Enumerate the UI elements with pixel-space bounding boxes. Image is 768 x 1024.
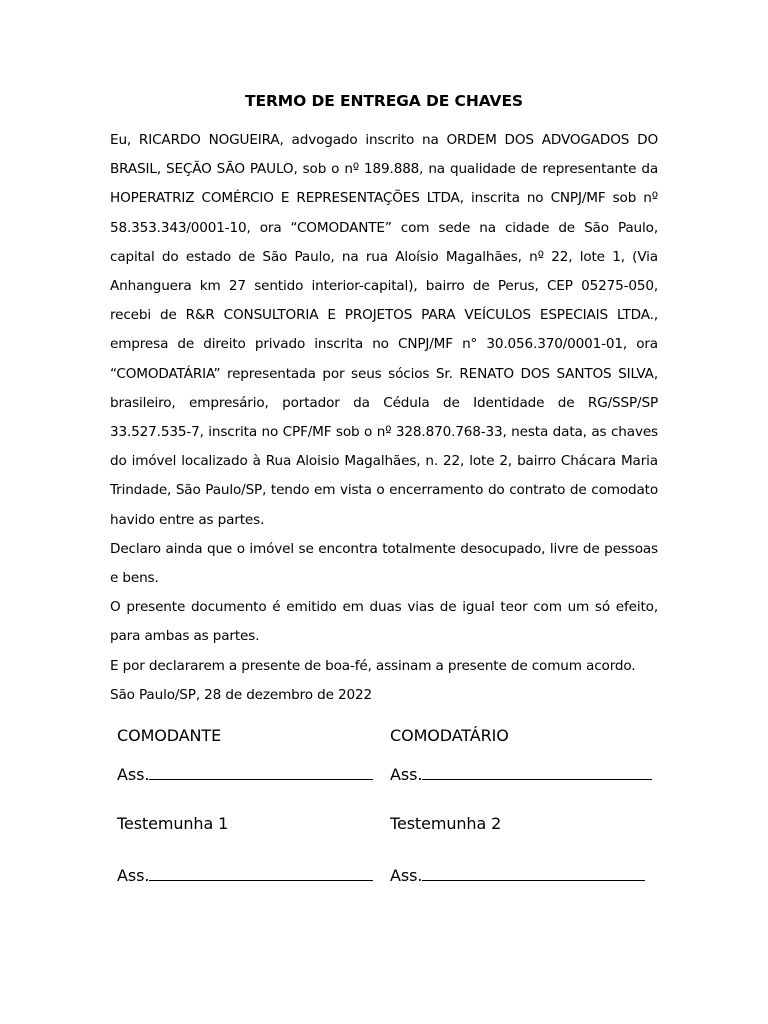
document-title: TERMO DE ENTREGA DE CHAVES [244,92,523,110]
paragraph-copies: O presente documento é emitido em duas vias de igual teor com um só efeito, para ambas as partes. [110,599,658,645]
signature-blank [149,865,373,881]
paragraph-main: Eu, RICARDO NOGUEIRA, advogado inscrito na ORDEM DOS ADVOGADOS DO BRASIL, SEÇÃO SÃO PAULO, sob o nº 189.888, na qualidade de representante da HOPERATRIZ COMÉRCIO E REPRESENTAÇÕES LTDA, inscrita no CNPJ/MF sob nº 58.353.343/0001-10, ora “COMODANTE” com sede na cidade de São Paulo, capital do estado de São Paulo, na rua Aloísio Magalhães, nº 22, lote 1, (Via Anhanguera km 27 sentido interior-capital), bairro de Perus, CEP 05275-050, recebi de R&R CONSULTORIA E PROJETOS PARA VEÍCULOS ESPECIAIS LTDA., empresa de direito privado inscrita no CNPJ/MF n° 30.056.370/0001-01, ora “COMODATÁRIA” representada por seus sócios Sr. RENATO DOS SANTOS SILVA, brasileiro, empresário, portador da Cédula de Identidade de RG/SSP/SP 33.527.535-7, inscrita no CPF/MF sob o nº 328.870.768-33, nesta data, as chaves do imóvel localizado à Rua Aloisio Magalhães, n. 22, lote 2, bairro Chácara Maria Trindade, São Paulo/SP, tendo em vista o encerramento do contrato de comodato havido entre as partes. [110,132,658,528]
ass-label: Ass. [117,765,150,784]
ass-label: Ass. [390,765,423,784]
ass-label: Ass. [117,866,150,885]
comodante-signature-line [117,764,373,784]
witness2-label: Testemunha 2 [390,814,502,833]
witness2-signature-line [390,865,645,885]
comodataria-label: COMODATÁRIO [390,726,509,745]
witness1-label: Testemunha 1 [117,814,229,833]
signature-blank [149,764,373,780]
comodataria-signature-line [390,764,652,784]
ass-label: Ass. [390,866,423,885]
signature-blank [422,865,645,881]
witness1-signature-line [117,865,373,885]
comodante-label: COMODANTE [117,726,222,745]
date-line: São Paulo/SP, 28 de dezembro de 2022 [110,686,373,703]
document-body [110,126,658,710]
paragraph-declaration: Declaro ainda que o imóvel se encontra totalmente desocupado, livre de pessoas e bens. [110,540,658,587]
signature-blank [422,764,652,780]
paragraph-agreement: E por declararem a presente de boa-fé, assinam a presente de comum acordo. [110,657,636,674]
